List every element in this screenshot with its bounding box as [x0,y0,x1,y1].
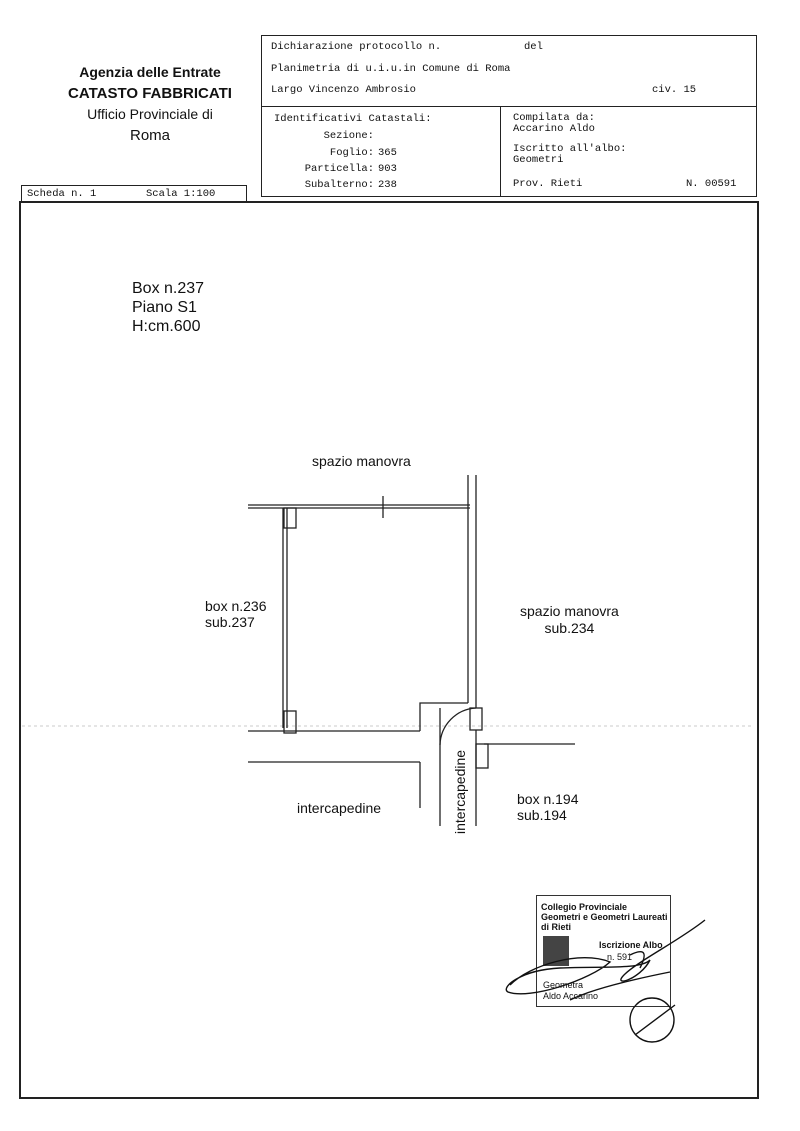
floor-label: Piano S1 [132,299,197,316]
particella-label: Particella: [304,163,374,175]
stamp-line3: di Rieti [541,922,572,932]
agency-name: Agenzia delle Entrate [79,64,221,80]
subalterno-label: Subalterno: [304,179,374,191]
label-manovra-right-sub: sub.234 [544,620,595,636]
label-box194 [517,791,579,823]
pillar-top-left [284,508,296,528]
scale-label: Scala 1:100 [146,188,216,200]
unit-info [132,279,204,336]
label-box236 [205,598,267,630]
stamp-line2: Geometri e Geometri Laureati [541,912,668,922]
box-title: Box n.237 [132,280,205,297]
label-box236-sub: sub.237 [205,614,255,630]
stamp-line1: Collegio Provinciale [541,902,628,912]
stamp-geometra: Geometra [543,980,584,990]
particella-value: 903 [378,163,397,175]
albo-label: Iscritto all'albo: [513,143,627,155]
pillar-box194 [476,744,488,768]
compiler-name: Accarino Aldo [513,123,595,135]
label-intercapedine-vertical: intercapedine [452,749,468,834]
address-text: Largo Vincenzo Ambrosio [271,84,416,96]
label-box236-name: box n.236 [205,598,267,614]
del-label: del [524,41,543,53]
foglio-label: Foglio: [329,147,374,159]
foglio-value: 365 [378,147,397,159]
stamp-iscrizione: Iscrizione Albo [599,940,663,950]
stamp-number: n. 591 [607,952,633,962]
compilata-label: Compilata da: [513,112,595,124]
wall-step [420,703,468,731]
catasto-title: CATASTO FABBRICATI [68,85,232,102]
sezione-label: Sezione: [323,130,374,142]
subalterno-value: 238 [378,179,397,191]
label-box194-sub: sub.194 [517,807,567,823]
identifiers-title: Identificativi Catastali: [274,113,432,125]
label-manovra-right [520,603,619,637]
protocol-label: Dichiarazione protocollo n. [271,41,442,53]
signature-icon [490,910,720,1050]
label-manovra-top: spazio manovra [312,453,411,469]
albo-value: Geometri [513,154,564,166]
province: Prov. Rieti [513,178,583,190]
stamp-name: Aldo Accarino [543,991,599,1001]
register-number: N. 00591 [686,178,737,190]
planimetria-text: Planimetria di u.i.u.in Comune di Roma [271,63,511,75]
pillar-bottom-left [284,711,296,733]
scheda-number: Scheda n. 1 [27,188,97,200]
label-box194-name: box n.194 [517,791,579,807]
label-manovra-right-name: spazio manovra [520,603,619,619]
office-label: Ufficio Provinciale di [87,106,213,122]
civic-number: civ. 15 [652,84,697,96]
office-city: Roma [129,127,170,144]
height-label: H:cm.600 [132,318,201,335]
door-pillar [470,708,482,730]
label-intercapedine-horizontal: intercapedine [297,800,382,816]
